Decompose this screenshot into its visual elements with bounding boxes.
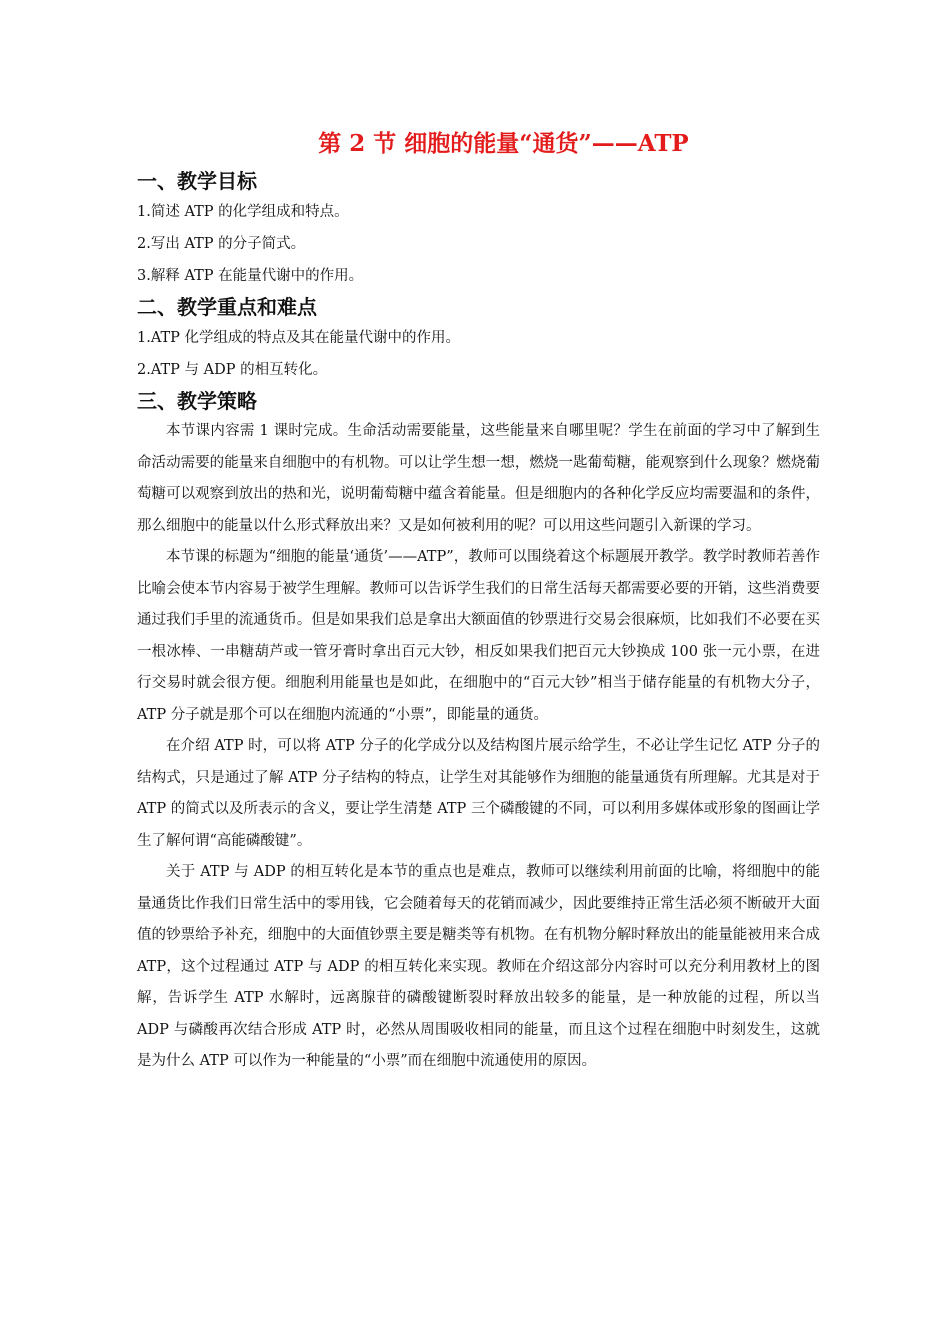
list-item: 2.ATP 与 ADP 的相互转化。: [137, 362, 328, 378]
paragraph: 关于 ATP 与 ADP 的相互转化是本节的重点也是难点，教师可以继续利用前面的比喻，将细胞中的能量通货比作我们日常生活中的零用钱，它会随着每天的花销而减少，因此要维持正常生活必须不断破开大面值的钞票给予补充，细胞中的大面值钞票主要是糖类等有机物。在有机物分解时释放出的能量能被用来合成 ATP，这个过程通过 ATP 与 ADP 的相互转化来实现。教师在介绍这部分内容时可以充分利用教材上的图解，告诉学生 ATP 水解时，远离腺苷的磷酸键断裂时释放出较多的能量，是一种放能的过程，所以当 ADP 与磷酸再次结合形成 ATP 时，必然从周围吸收相同的能量，而且这个过程在细胞中时刻发生，这就是为什么 ATP 可以作为一种能量的“小票”而在细胞中流通使用的原因。: [137, 864, 820, 1069]
list-item: 1.ATP 化学组成的特点及其在能量代谢中的作用。: [137, 330, 461, 346]
document-page: [137, 128, 820, 1078]
document-title: 第 2 节 细胞的能量“通货”——ATP: [318, 130, 689, 157]
section-heading: 三、教学策略: [137, 389, 257, 413]
paragraph: 本节课的标题为“细胞的能量‘通货’——ATP”，教师可以围绕着这个标题展开教学。教学时教师若善作比喻会使本节内容易于被学生理解。教师可以告诉学生我们的日常生活每天都需要必要的开销，这些消费要通过我们手里的流通货币。但是如果我们总是拿出大额面值的钞票进行交易会很麻烦，比如我们不必要在买一根冰棒、一串糖葫芦或一管牙膏时拿出百元大钞，相反如果我们把百元大钞换成 100 张一元小票，在进行交易时就会很方便。细胞利用能量也是如此，在细胞中的“百元大钞”相当于储存能量的有机物大分子，ATP 分子就是那个可以在细胞内流通的“小票”，即能量的通货。: [137, 549, 820, 723]
list-item: 3.解释 ATP 在能量代谢中的作用。: [137, 268, 364, 284]
section-key-points: [137, 292, 820, 386]
section-teaching-strategy: [137, 386, 820, 1078]
section-heading: 二、教学重点和难点: [137, 295, 317, 319]
paragraph: 本节课内容需 1 课时完成。生命活动需要能量，这些能量来自哪里呢？学生在前面的学习中了解到生命活动需要的能量来自细胞中的有机物。可以让学生想一想，燃烧一匙葡萄糖，能观察到什么现象？燃烧葡萄糖可以观察到放出的热和光，说明葡萄糖中蕴含着能量。但是细胞内的各种化学反应均需要温和的条件，那么细胞中的能量以什么形式释放出来？又是如何被利用的呢？可以用这些问题引入新课的学习。: [137, 423, 820, 534]
list-item: 2.写出 ATP 的分子简式。: [137, 236, 306, 252]
section-heading: 一、教学目标: [137, 169, 257, 193]
list-item: 1.简述 ATP 的化学组成和特点。: [137, 204, 349, 220]
paragraph: 在介绍 ATP 时，可以将 ATP 分子的化学成分以及结构图片展示给学生，不必让学生记忆 ATP 分子的结构式，只是通过了解 ATP 分子结构的特点，让学生对其能够作为细胞的能量通货有所理解。尤其是对于 ATP 的简式以及所表示的含义，要让学生清楚 ATP 三个磷酸键的不同，可以利用多媒体或形象的图画让学生了解何谓“高能磷酸键”。: [137, 738, 820, 849]
section-teaching-objectives: [137, 166, 820, 292]
